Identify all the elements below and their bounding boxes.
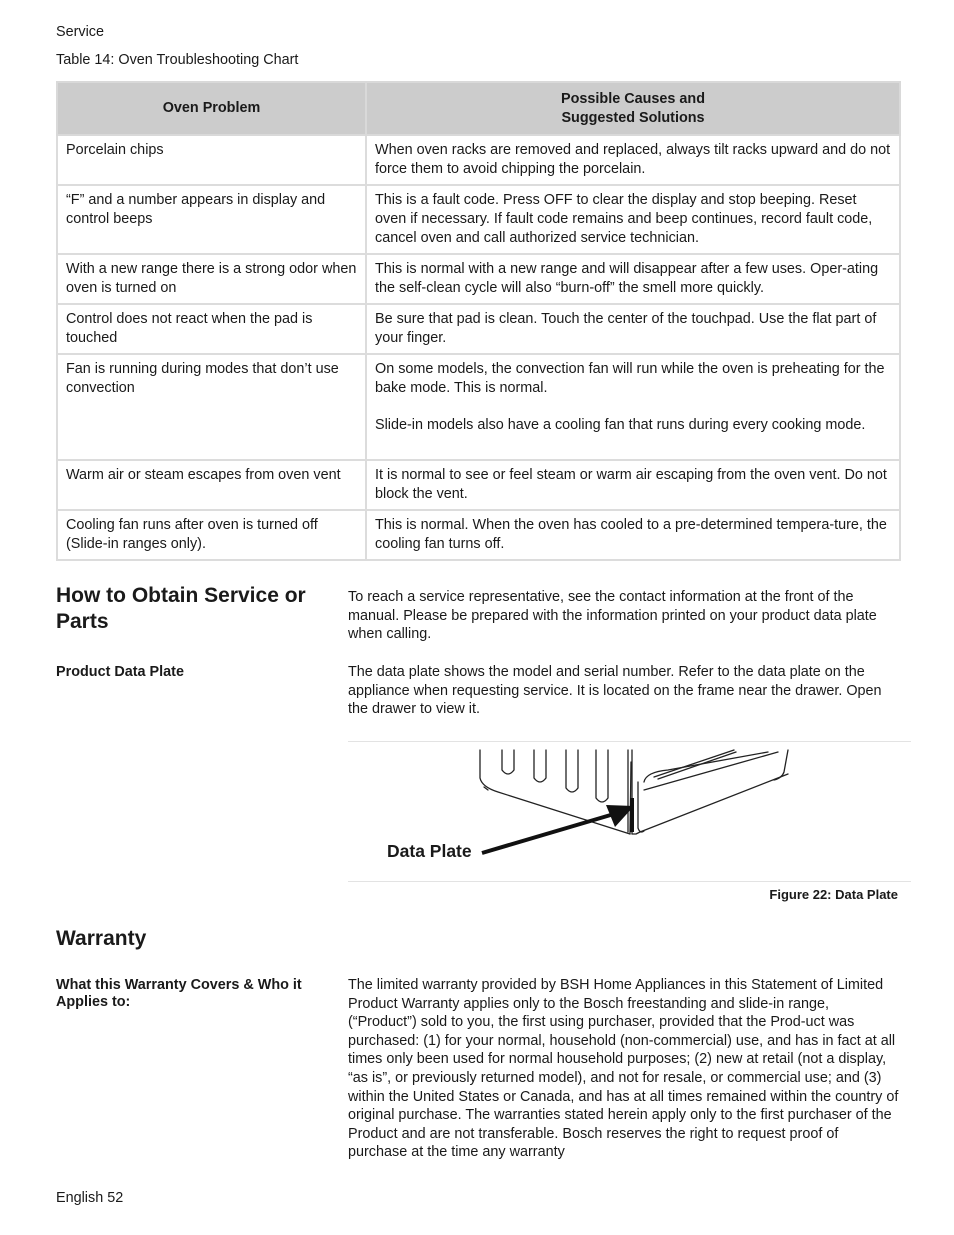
data-plate-label: Data Plate — [387, 841, 472, 861]
table-row — [57, 354, 900, 460]
drawer-slot — [596, 750, 608, 802]
table-row — [57, 460, 900, 510]
data-plate-marker — [630, 798, 634, 832]
warranty-heading: Warranty — [56, 927, 147, 950]
solution-cell: This is a fault code. Press OFF to clear the display and stop beeping. Reset oven if necessary. If fault code remains and beep continues, record fault code, cancel oven and call authorized service technician. — [366, 185, 900, 254]
solution-paragraph: Slide-in models also have a cooling fan that runs during every cooking mode. — [375, 416, 866, 433]
solution-paragraph: On some models, the convection fan will run while the oven is preheating for the bake mode. This is normal. — [375, 361, 885, 396]
problem-cell: “F” and a number appears in display and control beeps — [57, 185, 366, 254]
table-header-row — [57, 82, 900, 135]
page-footer: English 52 — [56, 1190, 124, 1206]
column-header-solutions — [366, 82, 900, 135]
data-plate-arrow-line — [482, 814, 614, 853]
warranty-text: The limited warranty provided by BSH Home Appliances in this Statement of Limited Product Warranty applies only to the Bosch freestanding and slide-in range, (“Product”) sold to you, the first using purchaser, provided that the Prod-uct was purchased: (1) for your normal, household (non-commercial) use, and has in fact at all times only been used for normal household purposes; (2) new at retail (not a display, “as is”, or previously returned model), and not for resale, or commercial use; and (3) within the United States or Canada, and has at all times remained within the country of original purchase. The warranties stated herein apply only to the first purchaser of the Product and are not transferable. Bosch reserves the right to request proof of purchase at the time any warranty — [348, 977, 899, 1161]
table-row — [57, 135, 900, 185]
solution-cell: When oven racks are removed and replaced, always tilt racks upward and do not force them to avoid chipping the porcelain. — [366, 135, 900, 185]
drawer-slot — [534, 750, 546, 782]
service-heading: How to Obtain Service or Parts — [56, 584, 306, 633]
drawer-slot — [502, 750, 514, 774]
column-header-solutions-line1: Possible Causes and — [561, 90, 705, 107]
drawer-slot — [566, 750, 578, 792]
problem-cell: Control does not react when the pad is touched — [57, 304, 366, 354]
solution-cell: This is normal. When the oven has cooled to a pre-determined tempera-ture, the cooling fan turns off. — [366, 510, 900, 560]
drawer-bottom-edge — [632, 774, 788, 834]
figure-caption: Figure 22: Data Plate — [769, 887, 898, 902]
warranty-subheading: What this Warranty Covers & Who it Applies to: — [56, 977, 302, 1010]
data-plate-heading: Product Data Plate — [56, 664, 184, 680]
solution-cell — [366, 354, 900, 460]
drawer-front-left — [638, 782, 644, 832]
problem-cell: Porcelain chips — [57, 135, 366, 185]
service-intro: To reach a service representative, see the contact information at the front of the manual. Please be prepared with the information printed on your product data plate when calling. — [348, 589, 877, 643]
data-plate-text: The data plate shows the model and serial number. Refer to the data plate on the appliance when requesting service. It is located on the frame near the drawer. Open the drawer to view it. — [348, 664, 882, 718]
problem-cell: Fan is running during modes that don’t use convection — [57, 354, 366, 460]
column-header-problem: Oven Problem — [57, 82, 366, 135]
troubleshooting-table — [56, 81, 901, 561]
table-row — [57, 254, 900, 304]
drawer-rail — [654, 750, 734, 777]
problem-cell: Cooling fan runs after oven is turned off (Slide-in ranges only). — [57, 510, 366, 560]
table-row — [57, 185, 900, 254]
problem-cell: With a new range there is a strong odor when oven is turned on — [57, 254, 366, 304]
solution-cell: This is normal with a new range and will disappear after a few uses. Oper-ating the self-clean cycle will also “burn-off” the smell more quickly. — [366, 254, 900, 304]
figure-bottom-rule — [348, 881, 911, 882]
table-row — [57, 510, 900, 560]
solution-cell: Be sure that pad is clean. Touch the center of the touchpad. Use the flat part of your finger. — [366, 304, 900, 354]
problem-cell: Warm air or steam escapes from oven vent — [57, 460, 366, 510]
table-row — [57, 304, 900, 354]
column-header-solutions-line2: Suggested Solutions — [561, 109, 705, 126]
solution-cell: It is normal to see or feel steam or warm air escaping from the oven vent. Do not block the vent. — [366, 460, 900, 510]
section-label: Service — [56, 24, 104, 40]
table-caption: Table 14: Oven Troubleshooting Chart — [56, 52, 299, 68]
